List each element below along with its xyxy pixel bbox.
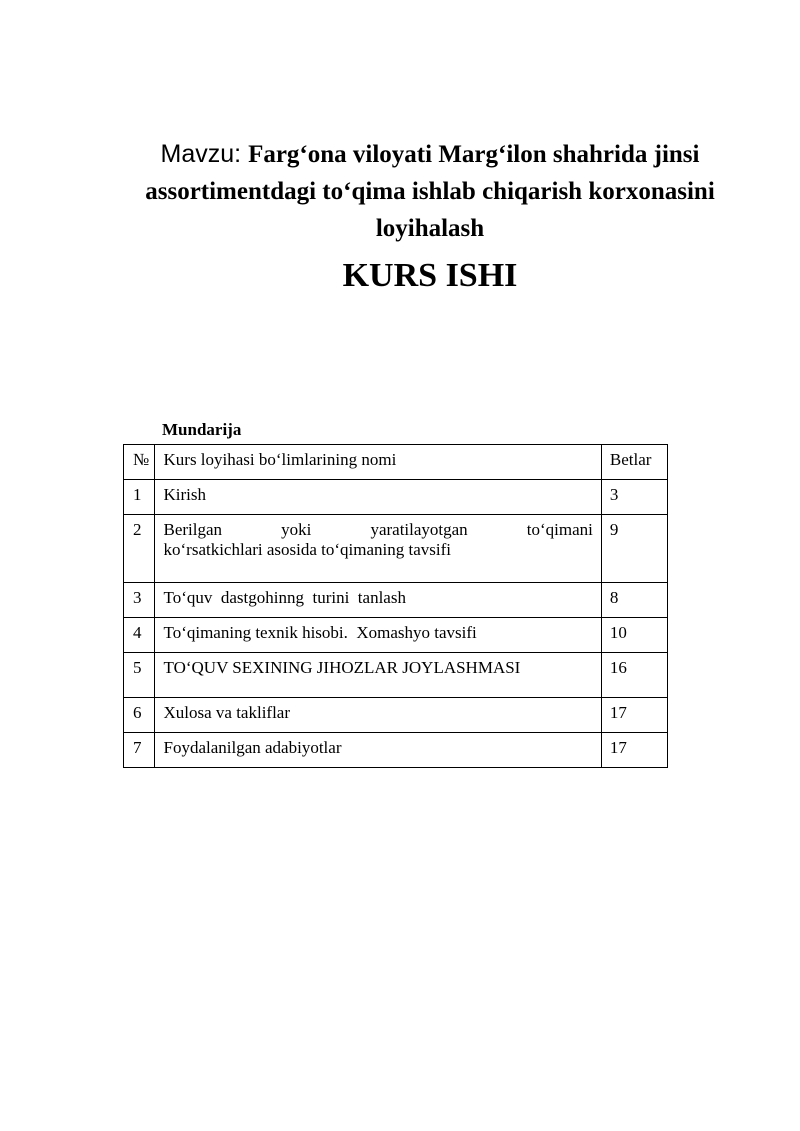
- toc-row-page: 17: [601, 698, 667, 733]
- toc-row-page: 9: [601, 515, 667, 583]
- toc-header-pages: Betlar: [601, 445, 667, 480]
- toc-row-number: 7: [124, 733, 155, 768]
- toc-row-number: 5: [124, 653, 155, 698]
- toc-row-page: 3: [601, 480, 667, 515]
- document-heading: KURS ISHI: [342, 257, 518, 294]
- toc-row: [124, 480, 668, 515]
- toc-row-name: To‘qimaning texnik hisobi. Xomashyo tavsifi: [154, 618, 601, 653]
- toc-row-page: 17: [601, 733, 667, 768]
- topic-prefix: Mavzu:: [160, 140, 249, 168]
- toc-row: [124, 583, 668, 618]
- toc-table: [123, 444, 668, 768]
- toc-row-number: 4: [124, 618, 155, 653]
- toc-row-number: 3: [124, 583, 155, 618]
- toc-row: [124, 653, 668, 698]
- toc-row-name: Foydalanilgan adabiyotlar: [154, 733, 601, 768]
- toc-row-page: 8: [601, 583, 667, 618]
- toc-row-name: Kirish: [154, 480, 601, 515]
- toc-row-number: 1: [124, 480, 155, 515]
- topic-text: Farg‘ona viloyati Marg‘ilon shahrida jinsi assortimentdagi to‘qima ishlab chiqarish korxonasini loyihalash: [145, 141, 715, 242]
- toc-row-number: 2: [124, 515, 155, 583]
- toc-row: [124, 698, 668, 733]
- toc-row-name-line1: Berilgan yoki yaratilayotgan to‘qimani: [163, 520, 593, 539]
- toc-row-name: TO‘QUV SEXINING JIHOZLAR JOYLASHMASI: [154, 653, 601, 698]
- toc-row-page: 10: [601, 618, 667, 653]
- toc-row-name: Xulosa va takliflar: [154, 698, 601, 733]
- toc-row: [124, 733, 668, 768]
- toc-row-page: 16: [601, 653, 667, 698]
- document-topic: [110, 136, 750, 247]
- toc-header-name: Kurs loyihasi bo‘limlarining nomi: [154, 445, 601, 480]
- toc-row-number: 6: [124, 698, 155, 733]
- toc-row: [124, 515, 668, 583]
- toc-row-name: [154, 515, 601, 583]
- toc-row: [124, 618, 668, 653]
- toc-caption: Mundarija: [162, 420, 242, 439]
- toc-row-name-line2: ko‘rsatkichlari asosida to‘qimaning tavsifi: [163, 540, 452, 559]
- toc-header-row: [124, 445, 668, 480]
- toc-header-number: №: [124, 445, 155, 480]
- toc-row-name: To‘quv dastgohinng turini tanlash: [154, 583, 601, 618]
